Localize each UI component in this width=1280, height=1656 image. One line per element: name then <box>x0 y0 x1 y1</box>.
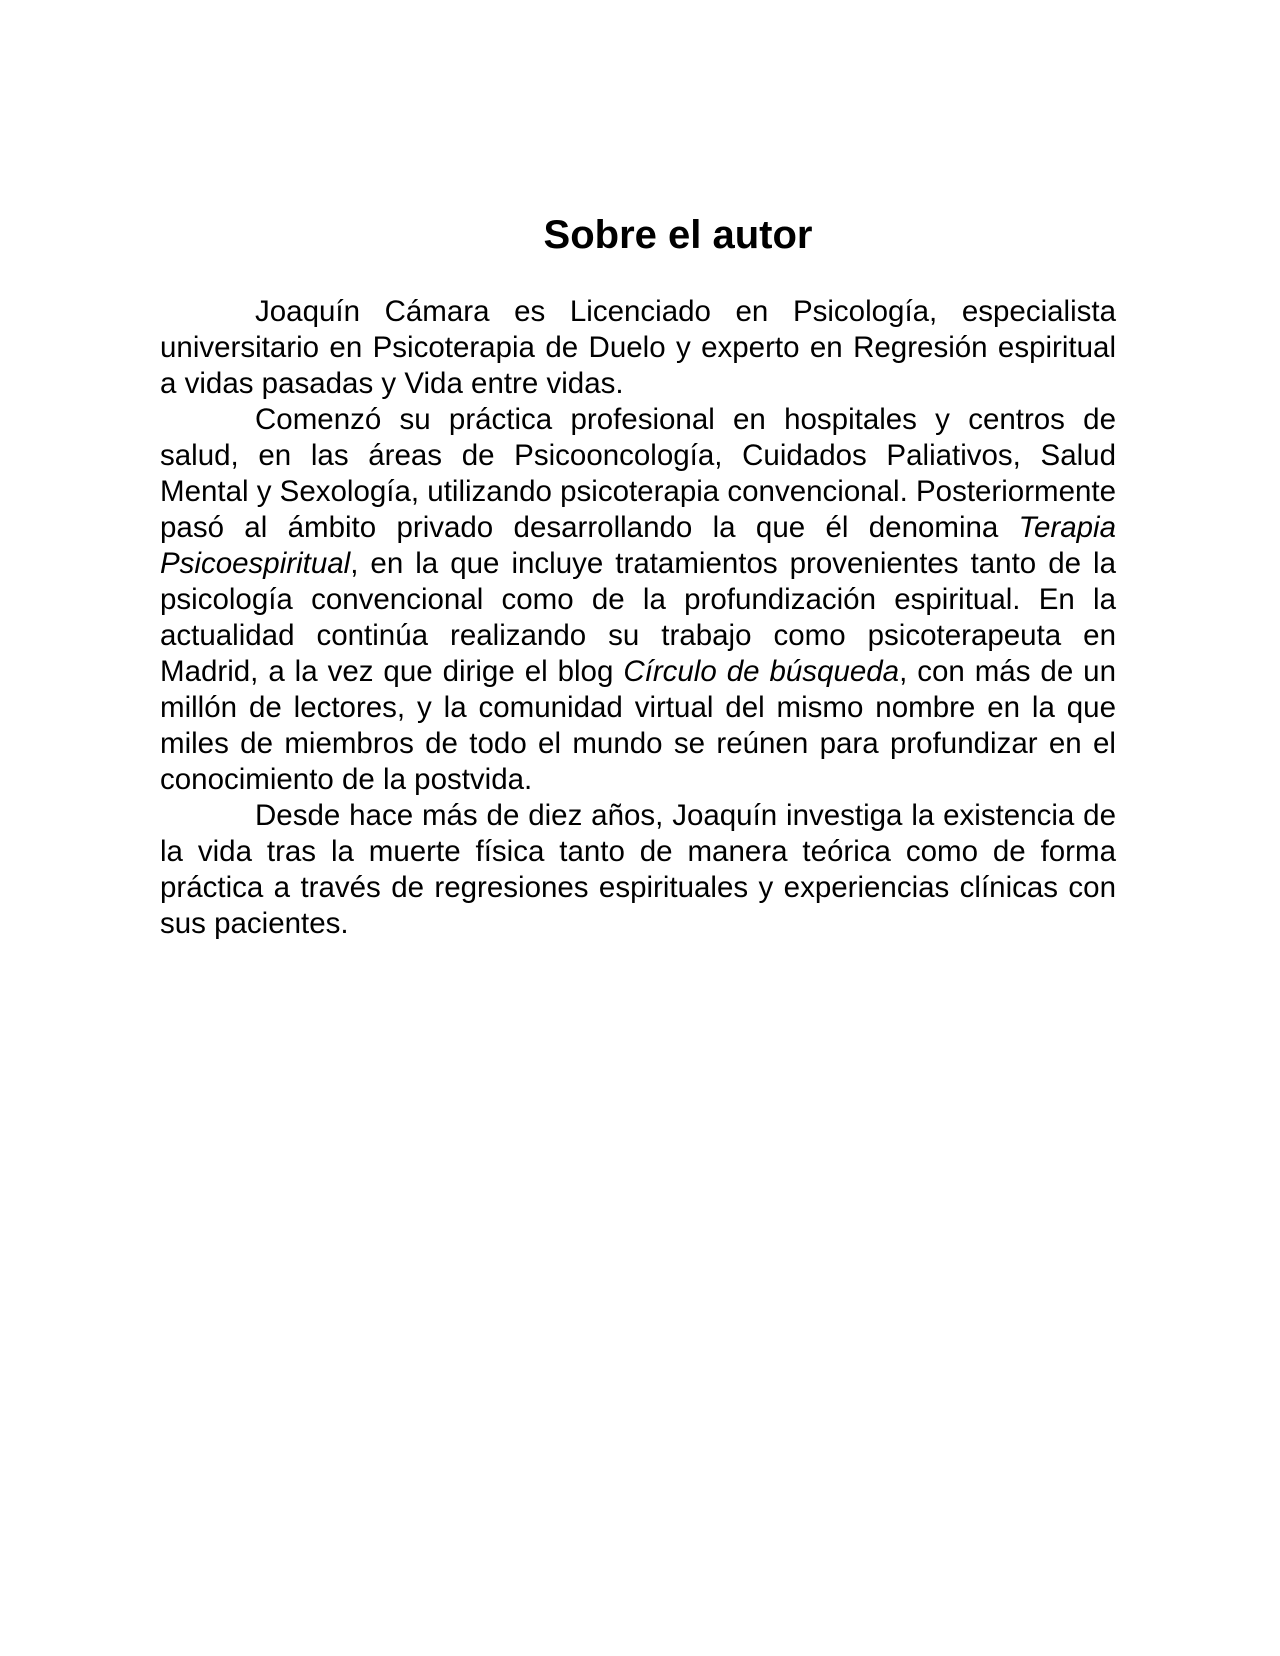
page-title: Sobre el autor <box>543 213 813 257</box>
paragraph-2-part-1: Comenzó su práctica profesional en hospitales y centros de salud, en las áreas de Psicooncología, Cuidados Paliativos, Salud Mental y Sexología, utilizando psicoterapia convencional. Posteriormente pasó al ámbito privado desarrollando la que él denomina <box>160 403 1117 544</box>
paragraph-2-part-3: , con más de un millón de lectores, y la comunidad virtual del mismo nombre en la que miles de miembros de todo el mundo se reúnen para profundizar en el conocimiento de la postvida. <box>160 655 1116 796</box>
paragraph-3: Desde hace más de diez años, Joaquín investiga la existencia de la vida tras la muerte física tanto de manera teórica como de forma práctica a través de regresiones espirituales y experiencias clínicas con sus pacientes. <box>160 799 1116 940</box>
document-page <box>160 208 1116 942</box>
author-bio <box>160 294 1116 942</box>
paragraph-2-part-2: , en la que incluye tratamientos provenientes tanto de la psicología convencional como de la profundización espiritual. En la actualidad continúa realizando su trabajo como psicoterapeuta en Madrid, a la vez que dirige el blog <box>160 547 1116 688</box>
italic-term-terapia-psicoespiritual: Terapia Psicoespiritual <box>160 511 1116 580</box>
paragraph-1: Joaquín Cámara es Licenciado en Psicología, especialista universitario en Psicoterapia de Duelo y experto en Regresión espiritual a vidas pasadas y Vida entre vidas. <box>160 295 1116 400</box>
paragraph-2 <box>160 402 1116 798</box>
italic-blog-name: Círculo de búsqueda <box>623 655 900 688</box>
